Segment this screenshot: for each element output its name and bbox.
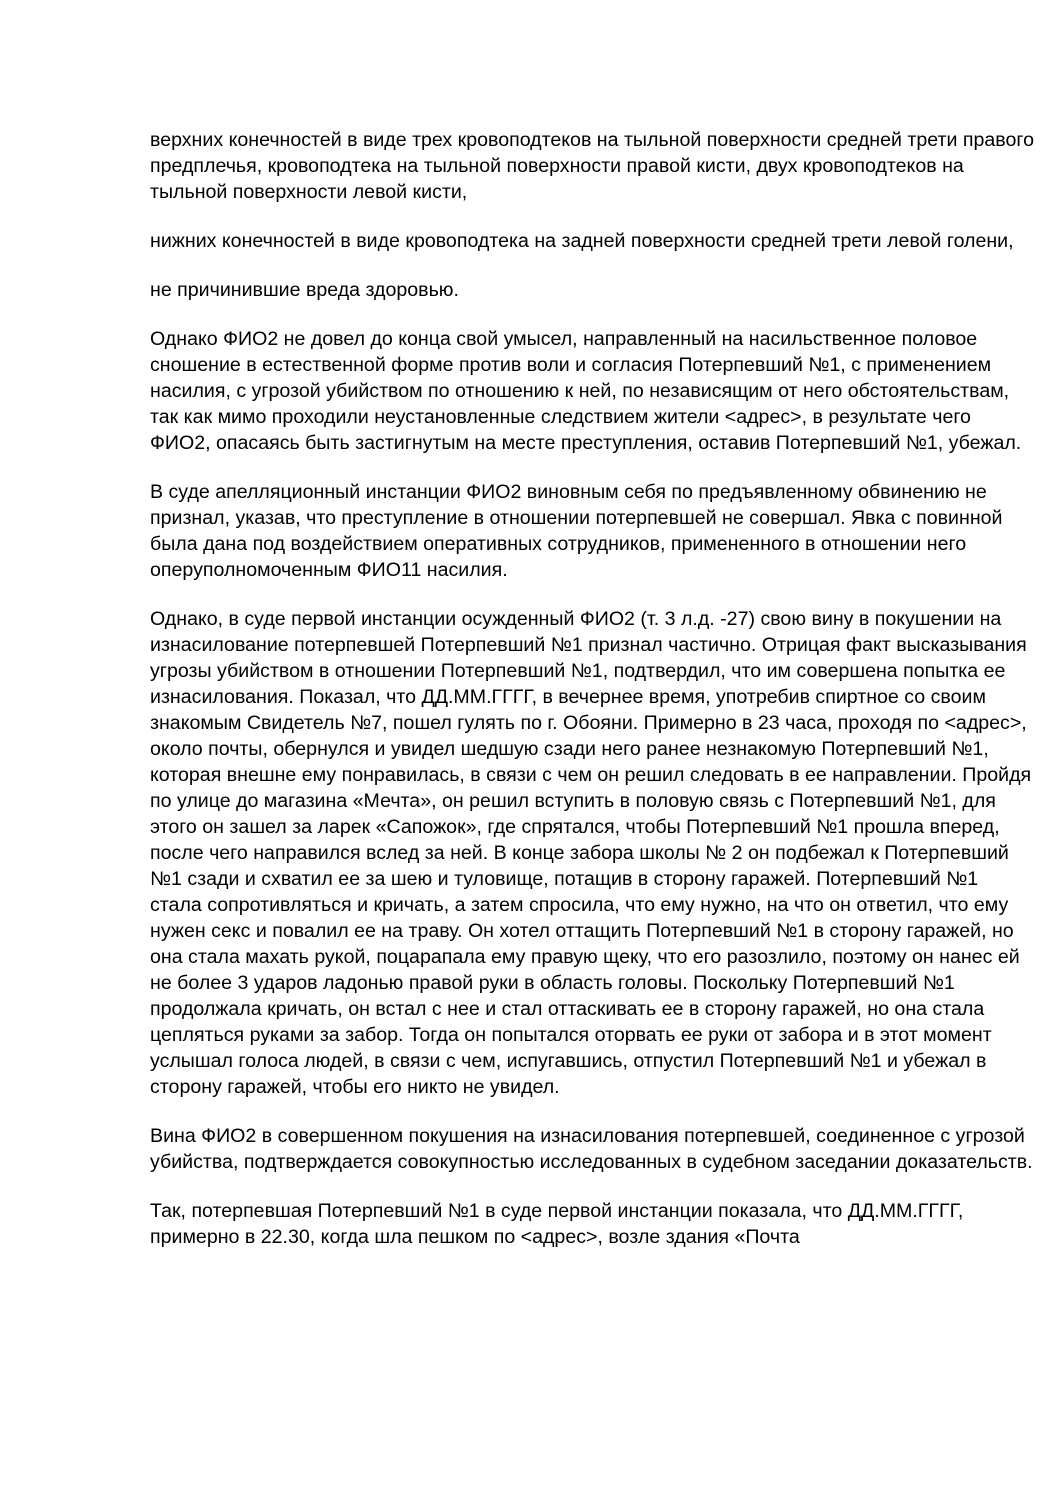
paragraph-no-health-harm: не причинившие вреда здоровью. (150, 279, 459, 301)
paragraph-intent-not-completed: Однако ФИО2 не довел до конца свой умысел, направленный на насильственное половое сношение в естественной форме против воли и согласия Потерпевший №1, с применением насилия, с угрозой убийством по отношению к ней, по независящим от него обстоятельствам, так как мимо проходили неустановленные следствием жители <адрес>, в результате чего ФИО2, опасаясь быть застигнутым на месте преступления, оставив Потерпевший №1, убежал. (150, 328, 1022, 454)
paragraph-appeal-court-plea: В суде апелляционный инстанции ФИО2 виновным себя по предъявленному обвинению не признал, указав, что преступление в отношении потерпевшей не совершал. Явка с повинной была дана под воздействием оперативных сотрудников, примененного в отношении него оперуполномоченным ФИО11 насилия. (150, 481, 1003, 581)
paragraph-first-instance-testimony: Однако, в суде первой инстанции осужденный ФИО2 (т. 3 л.д. -27) свою вину в покушении на изнасилование потерпевшей Потерпевший №1 признал частично. Отрицая факт высказывания угрозы убийством в отношении Потерпевший №1, подтвердил, что им совершена попытка ее изнасилования. Показал, что ДД.ММ.ГГГГ, в вечернее время, употребив спиртное со своим знакомым Свидетель №7, пошел гулять по г. Обояни. Примерно в 23 часа, проходя по <адрес>, около почты, обернулся и увидел шедшую сзади него ранее незнакомую Потерпевший №1, которая внешне ему понравилась, в связи с чем он решил следовать в ее направлении. Пройдя по улице до магазина «Мечта», он решил вступить в половую связь с Потерпевший №1, для этого он зашел за ларек «Сапожок», где спрятался, чтобы Потерпевший №1 прошла вперед, после чего направился вслед за ней. В конце забора школы № 2 он подбежал к Потерпевший №1 сзади и схватил ее за шею и туловище, потащив в сторону гаражей. Потерпевший №1 стала сопротивляться и кричать, а затем спросила, что ему нужно, на что он ответил, что ему нужен секс и повалил ее на траву. Он хотел оттащить Потерпевший №1 в сторону гаражей, но она стала махать рукой, поцарапала ему правую щеку, что его разозлило, поэтому он нанес ей не более 3 ударов ладонью правой руки в область головы. Поскольку Потерпевший №1 продолжала кричать, он встал с нее и стал оттаскивать ее в сторону гаражей, но она стала цепляться руками за забор. Тогда он попытался оторвать ее руки от забора и в этот момент услышал голоса людей, в связи с чем, испугавшись, отпустил Потерпевший №1 и убежал в сторону гаражей, чтобы его никто не увидел. (150, 608, 1032, 1098)
paragraph-injuries-upper-limbs: верхних конечностей в виде трех кровоподтеков на тыльной поверхности средней трети правого предплечья, кровоподтека на тыльной поверхности правой кисти, двух кровоподтеков на тыльной поверхности левой кисти, (150, 129, 1034, 203)
paragraph-guilt-confirmed: Вина ФИО2 в совершенном покушения на изнасилования потерпевшей, соединенное с угрозой убийства, подтверждается совокупностью исследованных в судебном заседании доказательств. (150, 1125, 1033, 1173)
document-text-block (150, 127, 1034, 1250)
paragraph-victim-testimony: Так, потерпевшая Потерпевший №1 в суде первой инстанции показала, что ДД.ММ.ГГГГ, примерно в 22.30, когда шла пешком по <адрес>, возле здания «Почта (150, 1200, 964, 1248)
paragraph-injuries-lower-limbs: нижних конечностей в виде кровоподтека на задней поверхности средней трети левой голени, (150, 230, 1014, 252)
